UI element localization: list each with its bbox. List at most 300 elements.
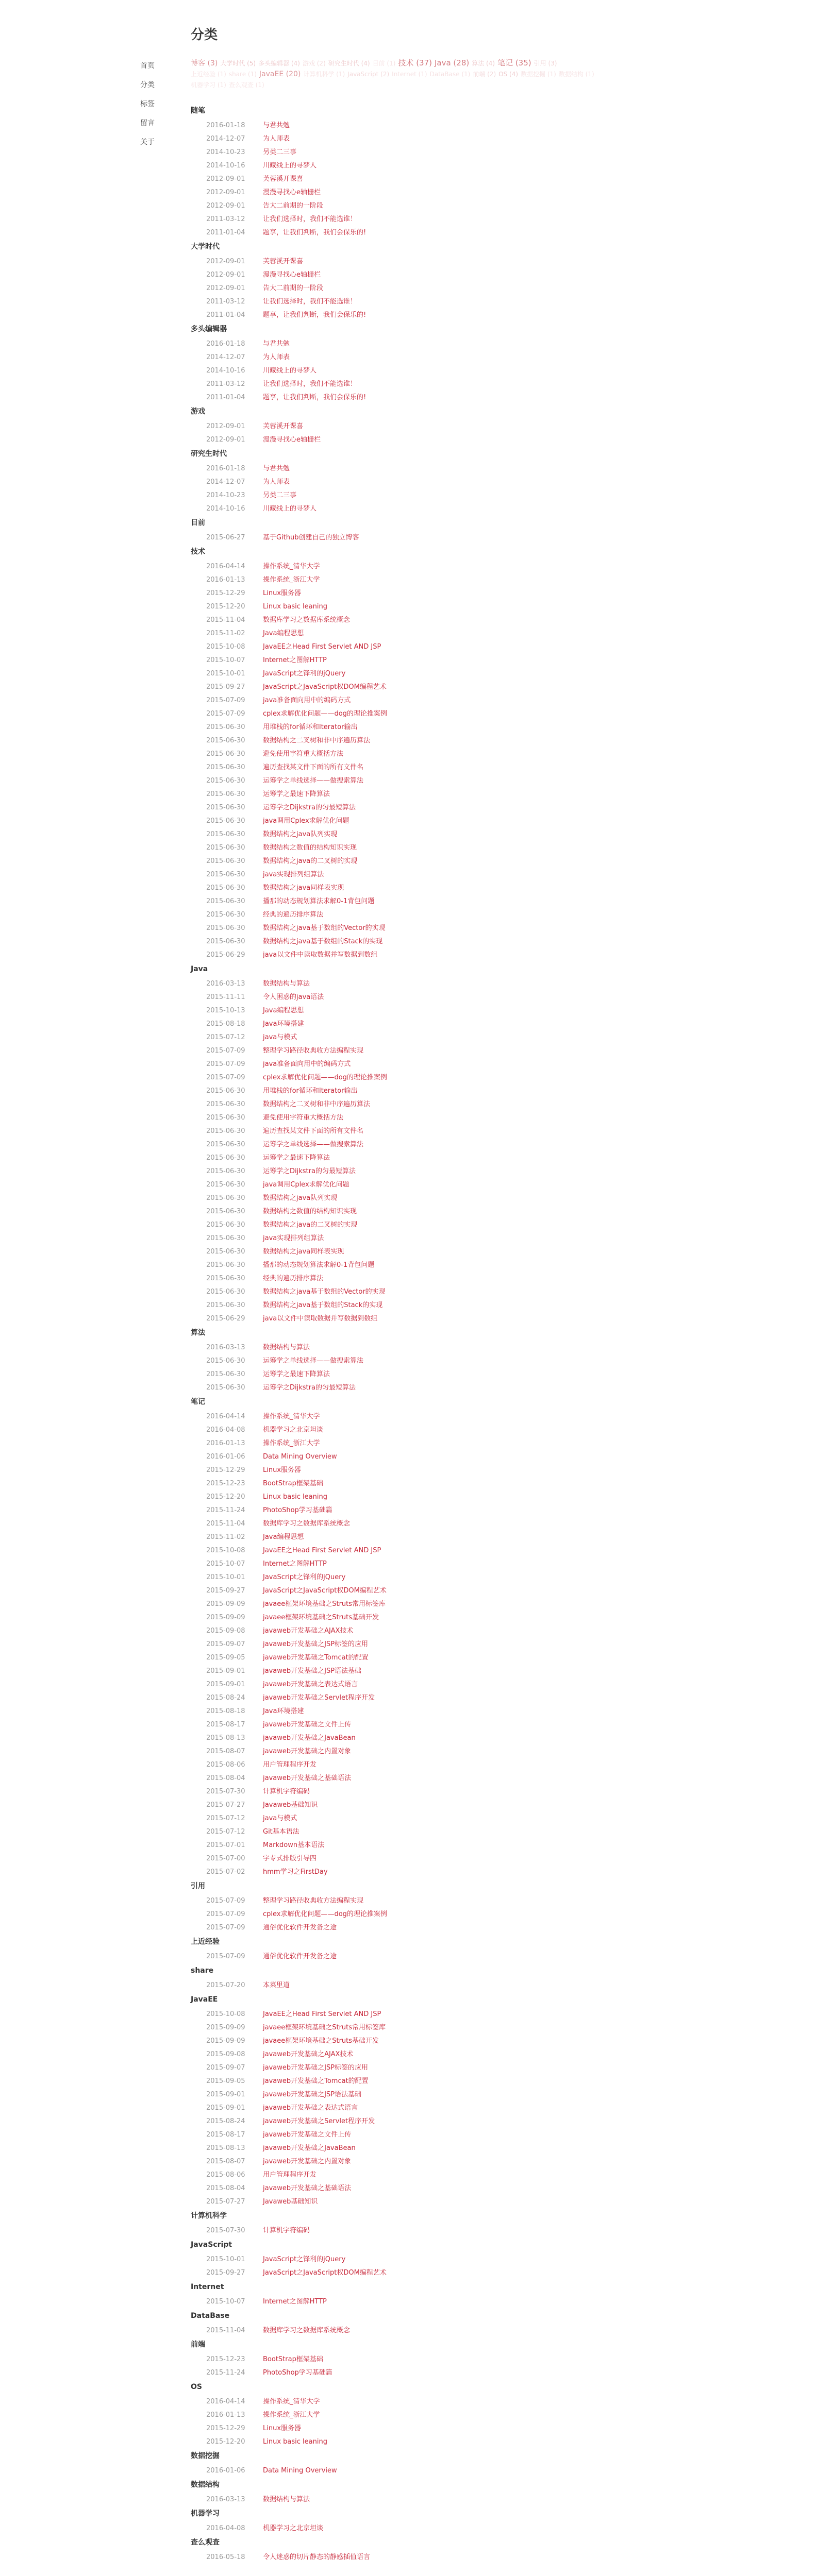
category-section: [191, 1881, 629, 1934]
post-row: [191, 626, 629, 639]
post-title-link[interactable]: javaweb开发基础之内置对象: [263, 2158, 352, 2165]
post-row: [191, 733, 629, 747]
post-row: [191, 1865, 629, 1878]
post-date: 2014-10-23: [206, 492, 245, 499]
post-row: [191, 1217, 629, 1231]
post-title-link[interactable]: 操作系统_清华大学: [263, 563, 320, 570]
post-row: [191, 2100, 629, 2114]
post-title-link[interactable]: 操作系统_浙江大学: [263, 576, 320, 584]
post-title-link[interactable]: 令人迷惑的切片静态的静感插值语言: [263, 2553, 371, 2561]
tag-cloud-item[interactable]: JavaScript (2): [347, 71, 390, 78]
post-row: [191, 118, 629, 131]
post-title-link[interactable]: 题享，让我们判断，我们会保乐的!: [263, 311, 367, 319]
post-title-link[interactable]: javaweb开发基础之JSP标签的应用: [263, 2064, 369, 2072]
post-date: 2015-07-02: [206, 1868, 245, 1876]
post-title-link[interactable]: 运筹学之最速下降算法: [263, 1154, 330, 1162]
post-row: [191, 1124, 629, 1137]
category-section: [191, 406, 629, 446]
post-row: [191, 1043, 629, 1057]
post-title-link[interactable]: 机器学习之北京坦谈: [263, 2524, 324, 2532]
post-row: [191, 1757, 629, 1771]
post-date: 2015-06-30: [206, 1087, 245, 1095]
post-row: [191, 1893, 629, 1907]
post-row: [191, 1097, 629, 1110]
category-title: 研究生时代: [191, 450, 227, 458]
post-title-link[interactable]: 数据结构之java同样表实现: [263, 1248, 344, 1256]
tag-cloud-item[interactable]: 游戏 (2): [302, 60, 326, 67]
post-date: 2015-11-02: [206, 1533, 245, 1541]
post-title-link[interactable]: javaee框架环境基础之Struts基础开发: [263, 1614, 379, 1621]
post-title-link[interactable]: Java编程思想: [263, 1007, 304, 1014]
post-title-link[interactable]: java实现排列组算法: [263, 871, 324, 878]
post-title-link[interactable]: 与君共勉: [263, 340, 290, 348]
post-title-link[interactable]: hmm学习之FirstDay: [263, 1868, 328, 1876]
post-date: 2015-10-13: [206, 1007, 245, 1014]
post-row: [191, 1637, 629, 1650]
post-date: 2015-12-20: [206, 603, 245, 611]
post-title-link[interactable]: 数据库学习之数据库系统概念: [263, 1520, 351, 1528]
post-row: [191, 559, 629, 572]
post-title-link[interactable]: 运筹学之单线选择——做搜索算法: [263, 777, 364, 785]
post-row: [191, 800, 629, 814]
post-title-link[interactable]: javaweb开发基础之AJAX技术: [263, 1627, 354, 1635]
post-date: 2015-07-20: [206, 1981, 245, 1989]
tag-cloud-item[interactable]: OS (4): [498, 71, 519, 78]
post-title-link[interactable]: 川藏线上的寻梦人: [263, 505, 317, 513]
post-title-link[interactable]: 机器学习之北京坦谈: [263, 1426, 324, 1434]
post-title-link[interactable]: JavaScript之JavaScript权DOM编程艺术: [263, 1587, 387, 1595]
post-date: 2014-10-16: [206, 162, 245, 170]
post-title-link[interactable]: PhotoShop学习基础篇: [263, 1506, 332, 1514]
post-title-link[interactable]: 与君共勉: [263, 122, 290, 129]
category-section: [191, 547, 629, 961]
post-title-link[interactable]: 告大二前期的一阶段: [263, 284, 324, 292]
post-title-link[interactable]: 操作系统_清华大学: [263, 2398, 320, 2405]
post-title-link[interactable]: java以文件中读取数据并写数据到数组: [263, 1315, 378, 1323]
post-title-link[interactable]: 运筹学之单线选择——做搜索算法: [263, 1141, 364, 1148]
post-title-link[interactable]: javaee框架环境基础之Struts常用标签库: [263, 1600, 386, 1608]
main-content: [191, 14, 629, 2566]
post-title-link[interactable]: BootStrap框架基础: [263, 2355, 323, 2363]
post-title-link[interactable]: java以文件中读取数据并写数据到数组: [263, 951, 378, 959]
post-title-link[interactable]: 令人困惑的java语法: [263, 993, 324, 1001]
post-row: [191, 867, 629, 880]
post-title-link[interactable]: 用户管理程序开发: [263, 2171, 317, 2179]
post-title-link[interactable]: 运筹学之最速下降算法: [263, 790, 330, 798]
post-row: [191, 1110, 629, 1124]
post-title-link[interactable]: 整理学习路径收典收方法编程实现: [263, 1897, 364, 1905]
post-title-link[interactable]: Data Mining Overview: [263, 1453, 337, 1461]
post-title-link[interactable]: 数据结构之java基于数组的Vector的实现: [263, 1288, 386, 1296]
post-title-link[interactable]: 操作系统_浙江大学: [263, 1439, 320, 1447]
post-title-link[interactable]: 让我们选择时，我们不能选谁！: [263, 380, 357, 388]
post-title-link[interactable]: Linux basic leaning: [263, 603, 327, 611]
post-date: 2015-09-08: [206, 1627, 245, 1635]
post-date: 2015-08-07: [206, 2158, 245, 2165]
post-date: 2015-07-30: [206, 1788, 245, 1795]
post-title-link[interactable]: Java编程思想: [263, 1533, 304, 1541]
tag-cloud-item[interactable]: 博客 (3): [191, 59, 218, 67]
nav-item-3[interactable]: 留言: [140, 119, 155, 127]
post-title-link[interactable]: Linux服务器: [263, 1466, 302, 1474]
post-title-link[interactable]: 为人师表: [263, 478, 290, 486]
post-date: 2016-03-13: [206, 980, 245, 988]
post-row: [191, 1731, 629, 1744]
post-title-link[interactable]: 另类二三事: [263, 148, 297, 156]
post-row: [191, 827, 629, 840]
post-date: 2015-06-30: [206, 737, 245, 744]
tag-cloud-item[interactable]: 研究生时代 (4): [328, 60, 370, 67]
post-title-link[interactable]: javaee框架环境基础之Struts常用标签库: [263, 2024, 386, 2031]
post-row: [191, 377, 629, 390]
post-row: [191, 1784, 629, 1798]
tag-cloud-item[interactable]: 技术 (37): [398, 58, 432, 67]
post-title-link[interactable]: javaweb开发基础之文件上传: [263, 1721, 352, 1728]
tag-cloud-item[interactable]: 大学时代 (5): [220, 60, 256, 67]
category-title: 数据结构: [191, 2481, 220, 2489]
post-title-link[interactable]: javaweb开发基础之表达式语言: [263, 2104, 358, 2112]
post-title-link[interactable]: Git基本语法: [263, 1828, 299, 1836]
post-date: 2011-01-04: [206, 311, 245, 319]
tag-cloud-item[interactable]: 算法 (4): [472, 60, 495, 67]
post-title-link[interactable]: 遍历查找某文件下面的所有文件名: [263, 1127, 364, 1135]
post-title-link[interactable]: BootStrap框架基础: [263, 1480, 323, 1487]
category-section: [191, 964, 629, 1325]
post-date: 2016-03-13: [206, 1344, 245, 1351]
post-title-link[interactable]: 计算机字符编码: [263, 1788, 310, 1795]
post-title-link[interactable]: java调用Cplex求解优化问题: [263, 1181, 349, 1189]
post-title-link[interactable]: JavaScript之JavaScript权DOM编程艺术: [263, 683, 387, 691]
post-row: [191, 1367, 629, 1380]
post-title-link[interactable]: Linux basic leaning: [263, 1493, 327, 1501]
post-title-link[interactable]: 数据结构与算法: [263, 1344, 310, 1351]
post-title-link[interactable]: Java环境搭建: [263, 1020, 304, 1028]
post-title-link[interactable]: JavaScript之锋利的jQuery: [263, 2256, 346, 2263]
post-title-link[interactable]: 用堆栈的for循环和Iterator输出: [263, 1087, 358, 1095]
post-title-link[interactable]: 数据结构之二叉树和非中序遍历算法: [263, 737, 371, 744]
post-title-link[interactable]: java准备面向用中的编码方式: [263, 1060, 351, 1068]
post-title-link[interactable]: java与模式: [263, 1815, 297, 1822]
post-row: [191, 2352, 629, 2365]
post-row: [191, 907, 629, 921]
post-title-link[interactable]: 运筹学之最速下降算法: [263, 1370, 330, 1378]
post-title-link[interactable]: 数据结构之数值的结构知识实现: [263, 844, 357, 852]
post-title-link[interactable]: 用堆栈的for循环和Iterator输出: [263, 723, 358, 731]
post-row: [191, 787, 629, 800]
post-title-link[interactable]: javaweb开发基础之JavaBean: [263, 2144, 356, 2152]
post-row: [191, 1449, 629, 1463]
post-title-link[interactable]: Java编程思想: [263, 630, 304, 637]
post-date: 2015-12-29: [206, 589, 245, 597]
post-title-link[interactable]: Internet之图解HTTP: [263, 656, 327, 664]
post-title-link[interactable]: 数据结构之java基于数组的Vector的实现: [263, 924, 386, 932]
post-row: [191, 281, 629, 294]
tag-cloud-item[interactable]: 数据结构 (1): [558, 71, 594, 78]
post-title-link[interactable]: 基于Github创建自己的独立博客: [263, 534, 359, 541]
post-title-link[interactable]: Linux服务器: [263, 2425, 302, 2432]
post-date: 2014-10-23: [206, 148, 245, 156]
post-date: 2015-07-09: [206, 1074, 245, 1081]
post-title-link[interactable]: javaweb开发基础之JavaBean: [263, 1734, 356, 1742]
post-title-link[interactable]: javaweb开发基础之Tomcat的配置: [263, 1654, 369, 1662]
post-title-link[interactable]: java与模式: [263, 1033, 297, 1041]
post-title-link[interactable]: Linux服务器: [263, 589, 302, 597]
category-section: [191, 2340, 629, 2379]
post-title-link[interactable]: Internet之图解HTTP: [263, 1560, 327, 1568]
post-title-link[interactable]: javaweb开发基础之文件上传: [263, 2131, 352, 2139]
post-title-link[interactable]: Java环境搭建: [263, 1707, 304, 1715]
category-title: 引用: [191, 1882, 205, 1890]
tag-cloud-item[interactable]: JavaEE (20): [259, 70, 301, 78]
category-title: JavaScript: [191, 2241, 232, 2249]
post-title-link[interactable]: 避免使用字符重大概括方法: [263, 1114, 344, 1122]
post-title-link[interactable]: 用户管理程序开发: [263, 1761, 317, 1769]
post-title-link[interactable]: 芙蓉溪开课喜: [263, 258, 304, 265]
post-title-link[interactable]: javaweb开发基础之Servlet程序开发: [263, 1694, 375, 1702]
tag-cloud-item[interactable]: 笔记 (35): [497, 58, 531, 67]
post-title-link[interactable]: 川藏线上的寻梦人: [263, 162, 317, 170]
post-date: 2011-01-04: [206, 394, 245, 401]
post-title-link[interactable]: java实现排列组算法: [263, 1234, 324, 1242]
post-title-link[interactable]: 题享，让我们判断，我们会保乐的!: [263, 394, 367, 401]
post-title-link[interactable]: 告大二前期的一阶段: [263, 202, 324, 210]
tag-cloud-item[interactable]: Internet (1): [392, 71, 427, 78]
post-title-link[interactable]: 避免使用字符重大概括方法: [263, 750, 344, 758]
post-title-link[interactable]: Javaweb基础知识: [263, 2198, 318, 2206]
post-row: [191, 1231, 629, 1244]
post-title-link[interactable]: 为人师表: [263, 135, 290, 143]
post-row: [191, 363, 629, 377]
post-title-link[interactable]: JavaScript之锋利的jQuery: [263, 670, 346, 677]
post-date: 2015-11-02: [206, 630, 245, 637]
post-title-link[interactable]: 播那的动态规划算法求解0-1背包问题: [263, 1261, 375, 1269]
post-title-link[interactable]: JavaEE之Head First Servlet AND JSP: [263, 2010, 381, 2018]
post-row: [191, 198, 629, 212]
post-title-link[interactable]: 数据结构与算法: [263, 2496, 310, 2503]
post-title-link[interactable]: 遍历查找某文件下面的所有文件名: [263, 764, 364, 771]
post-title-link[interactable]: 运筹学之Dijkstra的匀最短算法: [263, 1167, 356, 1175]
post-title-link[interactable]: 数据结构之数值的结构知识实现: [263, 1208, 357, 1215]
post-date: 2015-06-30: [206, 1384, 245, 1392]
post-date: 2011-03-12: [206, 215, 245, 223]
post-row: [191, 254, 629, 267]
post-row: [191, 572, 629, 586]
tag-cloud-item[interactable]: 机器学习 (1): [191, 81, 226, 89]
tag-cloud-item[interactable]: 上近经验 (1): [191, 71, 226, 78]
tag-cloud-item[interactable]: 多头编辑器 (4): [258, 60, 300, 67]
tag-cloud-item[interactable]: 计算机科学 (1): [303, 71, 345, 78]
nav-item-2[interactable]: 标签: [140, 100, 155, 108]
category-title: 大学时代: [191, 243, 220, 251]
post-title-link[interactable]: cplex求解优化问题——dog的理论推案例: [263, 710, 387, 718]
post-title-link[interactable]: javaweb开发基础之内置对象: [263, 1748, 352, 1755]
post-row: [191, 461, 629, 474]
post-row: [191, 639, 629, 653]
post-row: [191, 1070, 629, 1083]
category-section: [191, 2211, 629, 2236]
post-row: [191, 225, 629, 239]
tag-cloud-item[interactable]: 数据挖掘 (1): [521, 71, 556, 78]
post-title-link[interactable]: JavaScript之JavaScript权DOM编程艺术: [263, 2269, 387, 2277]
post-row: [191, 1191, 629, 1204]
post-title-link[interactable]: 数据结构之java队列实现: [263, 831, 338, 838]
post-row: [191, 1311, 629, 1325]
post-row: [191, 2007, 629, 2020]
post-title-link[interactable]: 数据结构之java同样表实现: [263, 884, 344, 892]
post-title-link[interactable]: 字专式排版引导四: [263, 1855, 317, 1862]
post-row: [191, 586, 629, 599]
category-section: [191, 2382, 629, 2448]
post-title-link[interactable]: javaweb开发基础之AJAX技术: [263, 2050, 354, 2058]
category-title: 笔记: [191, 1398, 205, 1406]
category-section: [191, 518, 629, 544]
tag-cloud-item[interactable]: Java (28): [434, 58, 470, 67]
post-title-link[interactable]: PhotoShop学习基础篇: [263, 2369, 332, 2377]
post-title-link[interactable]: 与君共勉: [263, 465, 290, 472]
post-date: 2016-03-13: [206, 2496, 245, 2503]
post-title-link[interactable]: javaweb开发基础之Servlet程序开发: [263, 2117, 375, 2125]
post-title-link[interactable]: Internet之图解HTTP: [263, 2298, 327, 2306]
post-date: 2015-09-09: [206, 1614, 245, 1621]
post-row: [191, 1610, 629, 1623]
post-title-link[interactable]: 为人师表: [263, 353, 290, 361]
post-date: 2015-10-01: [206, 670, 245, 677]
post-row: [191, 1271, 629, 1284]
post-date: 2011-01-04: [206, 229, 245, 236]
post-date: 2015-06-30: [206, 1154, 245, 1162]
post-title-link[interactable]: 芙蓉溪开课喜: [263, 175, 304, 183]
post-title-link[interactable]: 数据库学习之数据库系统概念: [263, 2327, 351, 2334]
post-title-link[interactable]: 另类二三事: [263, 492, 297, 499]
post-title-link[interactable]: 通俗优化软件开发备之途: [263, 1924, 337, 1931]
category-section: [191, 1937, 629, 1962]
post-row: [191, 1298, 629, 1311]
post-title-link[interactable]: cplex求解优化问题——dog的理论推案例: [263, 1910, 387, 1918]
post-date: 2014-12-07: [206, 478, 245, 486]
post-title-link[interactable]: Data Mining Overview: [263, 2467, 337, 2475]
post-title-link[interactable]: 题享，让我们判断，我们会保乐的!: [263, 229, 367, 236]
post-date: 2015-08-13: [206, 2144, 245, 2152]
post-row: [191, 613, 629, 626]
post-title-link[interactable]: 让我们选择时，我们不能选谁！: [263, 215, 357, 223]
post-title-link[interactable]: javaweb开发基础之JSP语法基础: [263, 1667, 362, 1675]
post-title-link[interactable]: 数据库学习之数据库系统概念: [263, 616, 351, 624]
post-title-link[interactable]: javaweb开发基础之JSP标签的应用: [263, 1640, 369, 1648]
post-date: 2012-09-01: [206, 189, 245, 196]
post-title-link[interactable]: 漫漫寻找心e轴栅栏: [263, 271, 321, 279]
post-title-link[interactable]: 数据结构之java的二叉树的实现: [263, 1221, 358, 1229]
post-title-link[interactable]: 数据结构之java的二叉树的实现: [263, 857, 358, 865]
post-title-link[interactable]: 芙蓉溪开课喜: [263, 422, 304, 430]
post-date: 2015-08-18: [206, 1020, 245, 1028]
post-title-link[interactable]: 数据结构与算法: [263, 980, 310, 988]
post-row: [191, 1244, 629, 1258]
post-row: [191, 131, 629, 145]
post-title-link[interactable]: 漫漫寻找心e轴栅栏: [263, 189, 321, 196]
post-title-link[interactable]: 数据结构之java基于数组的Stack的实现: [263, 938, 383, 945]
post-date: 2012-09-01: [206, 175, 245, 183]
post-date: 2015-09-01: [206, 1681, 245, 1688]
post-title-link[interactable]: 运筹学之Dijkstra的匀最短算法: [263, 1384, 356, 1392]
nav-item-1[interactable]: 分类: [140, 81, 155, 89]
post-title-link[interactable]: 运筹学之Dijkstra的匀最短算法: [263, 804, 356, 811]
post-title-link[interactable]: 数据结构之二叉树和非中序遍历算法: [263, 1100, 371, 1108]
post-title-link[interactable]: JavaEE之Head First Servlet AND JSP: [263, 1547, 381, 1554]
post-row: [191, 2181, 629, 2194]
post-row: [191, 1422, 629, 1436]
post-title-link[interactable]: 操作系统_浙江大学: [263, 2411, 320, 2419]
post-row: [191, 2074, 629, 2087]
post-title-link[interactable]: javaweb开发基础之基础语法: [263, 1774, 352, 1782]
post-title-link[interactable]: javaee框架环境基础之Struts基础开发: [263, 2037, 379, 2045]
post-title-link[interactable]: javaweb开发基础之Tomcat的配置: [263, 2077, 369, 2085]
tag-cloud-item[interactable]: 前端 (2): [473, 71, 496, 78]
post-row: [191, 976, 629, 990]
post-row: [191, 2167, 629, 2181]
post-title-link[interactable]: 数据结构之java基于数组的Stack的实现: [263, 1301, 383, 1309]
post-title-link[interactable]: java调用Cplex求解优化问题: [263, 817, 349, 825]
post-row: [191, 1177, 629, 1191]
post-title-link[interactable]: java准备面向用中的编码方式: [263, 697, 351, 704]
post-date: 2015-06-30: [206, 1141, 245, 1148]
post-title-link[interactable]: Markdown基本语法: [263, 1841, 325, 1849]
tag-cloud-item[interactable]: 查么观查 (1): [228, 81, 264, 89]
nav-item-0[interactable]: 首页: [140, 62, 155, 70]
category-title: OS: [191, 2383, 202, 2391]
post-title-link[interactable]: javaweb开发基础之表达式语言: [263, 1681, 358, 1688]
post-title-link[interactable]: cplex求解优化问题——dog的理论推案例: [263, 1074, 387, 1081]
post-date: 2015-07-09: [206, 1897, 245, 1905]
post-row: [191, 2408, 629, 2421]
tag-cloud-item[interactable]: 目前 (1): [372, 60, 396, 67]
post-title-link[interactable]: 操作系统_清华大学: [263, 1413, 320, 1420]
post-title-link[interactable]: 播那的动态规划算法求解0-1背包问题: [263, 897, 375, 905]
post-date: 2015-08-06: [206, 1761, 245, 1769]
post-row: [191, 1556, 629, 1570]
post-date: 2012-09-01: [206, 284, 245, 292]
post-title-link[interactable]: JavaScript之锋利的jQuery: [263, 1573, 346, 1581]
post-title-link[interactable]: Linux basic leaning: [263, 2438, 327, 2446]
post-title-link[interactable]: javaweb开发基础之基础语法: [263, 2184, 352, 2192]
tag-cloud-item[interactable]: share (1): [228, 71, 257, 78]
post-title-link[interactable]: 运筹学之单线选择——做搜索算法: [263, 1357, 364, 1365]
category-section: [191, 1328, 629, 1394]
post-title-link[interactable]: 经典的遍历排序算法: [263, 1275, 324, 1282]
post-date: 2015-10-08: [206, 2010, 245, 2018]
post-date: 2015-10-08: [206, 643, 245, 651]
post-date: 2015-12-23: [206, 1480, 245, 1487]
post-date: 2015-07-09: [206, 697, 245, 704]
post-title-link[interactable]: 整理学习路径收典收方法编程实现: [263, 1047, 364, 1055]
post-title-link[interactable]: Javaweb基础知识: [263, 1801, 318, 1809]
post-title-link[interactable]: 川藏线上的寻梦人: [263, 367, 317, 375]
post-title-link[interactable]: javaweb开发基础之JSP语法基础: [263, 2091, 362, 2098]
post-title-link[interactable]: JavaEE之Head First Servlet AND JSP: [263, 643, 381, 651]
post-title-link[interactable]: 让我们选择时，我们不能选谁！: [263, 298, 357, 306]
post-title-link[interactable]: 通俗优化软件开发备之途: [263, 1953, 337, 1960]
post-title-link[interactable]: 数据结构之java队列实现: [263, 1194, 338, 1202]
post-date: 2015-08-04: [206, 1774, 245, 1782]
tag-cloud-item[interactable]: DataBase (1): [429, 71, 471, 78]
post-title-link[interactable]: 计算机字符编码: [263, 2227, 310, 2234]
post-title-link[interactable]: 本菜里道: [263, 1981, 290, 1989]
nav-item-4[interactable]: 关于: [140, 138, 155, 146]
post-date: 2015-06-30: [206, 1357, 245, 1365]
category-title: 计算机科学: [191, 2212, 227, 2220]
post-title-link[interactable]: 经典的遍历排序算法: [263, 911, 324, 919]
post-title-link[interactable]: 漫漫寻找心e轴栅栏: [263, 436, 321, 444]
tag-cloud-item[interactable]: 引用 (3): [534, 60, 557, 67]
